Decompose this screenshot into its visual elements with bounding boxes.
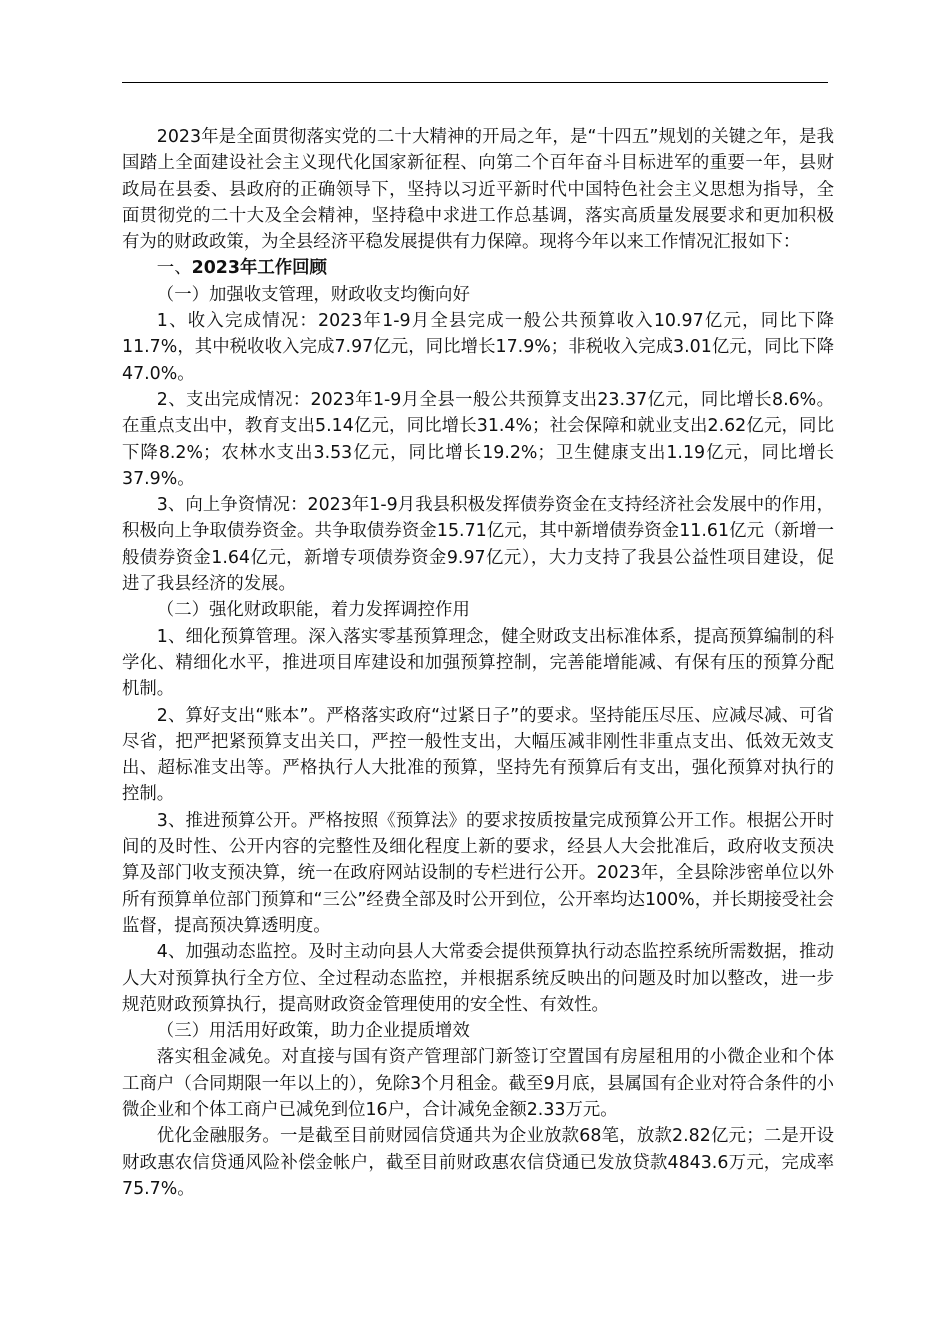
paragraph-revenue: 1、收入完成情况：2023年1-9月全县完成一般公共预算收入10.97亿元，同比下降11.7%，其中税收收入完成7.97亿元，同比增长17.9%；非税收入完成3.01亿元，同比下降47.0%。 bbox=[122, 311, 834, 384]
paragraph-expenditure: 2、支出完成情况：2023年1-9月全县一般公共预算支出23.37亿元，同比增长8.6%。在重点支出中，教育支出5.14亿元，同比增长31.4%；社会保障和就业支出2.62亿元，同比下降8.2%；农林水支出3.53亿元，同比增长19.2%；卫生健康支出1.19亿元，同比增长37.9%。 bbox=[122, 389, 834, 489]
subsection-heading-3: （三）用活用好政策，助力企业提质增效 bbox=[156, 1021, 470, 1042]
paragraph-rent-relief: 落实租金减免。对直接与国有资产管理部门新签订空置国有房屋租用的小微企业和个体工商户（合同期限一年以上的），免除3个月租金。截至9月底，县属国有企业对符合条件的小微企业和个体工商户已减免到位16户，合计减免金额2.33万元。 bbox=[122, 1047, 834, 1120]
paragraph-spending-ledger: 2、算好支出“账本”。严格落实政府“过紧日子”的要求。坚持能压尽压、应减尽减、可省尽省，把严把紧预算支出关口，严控一般性支出，大幅压减非刚性非重点支出、低效无效支出、超标准支出等。严格执行人大批准的预算，坚持先有预算后有支出，强化预算对执行的控制。 bbox=[122, 705, 834, 805]
section-heading-1 bbox=[122, 255, 834, 281]
document-body bbox=[122, 124, 834, 1202]
subsection-heading-1: （一）加强收支管理，财政收支均衡向好 bbox=[156, 284, 470, 305]
subsection-heading-2: （二）强化财政职能，着力发挥调控作用 bbox=[156, 600, 470, 621]
paragraph-budget-disclosure: 3、推进预算公开。严格按照《预算法》的要求按质按量完成预算公开工作。根据公开时间的及时性、公开内容的完整性及细化程度上新的要求，经县人大会批准后，政府收支预决算及部门收支预决算，统一在政府网站设制的专栏进行公开。2023年，全县除涉密单位以外所有预算单位部门预算和“三公”经费全部及时公开到位，公开率均达100%，并长期接受社会监督，提高预决算透明度。 bbox=[122, 810, 834, 936]
header-rule bbox=[122, 82, 828, 83]
paragraph-budget-management: 1、细化预算管理。深入落实零基预算理念，健全财政支出标准体系，提高预算编制的科学化、精细化水平，推进项目库建设和加强预算控制，完善能增能减、有保有压的预算分配机制。 bbox=[122, 626, 834, 700]
intro-paragraph: 2023年是全面贯彻落实党的二十大精神的开局之年，是“十四五”规划的关键之年，是我国踏上全面建设社会主义现代化国家新征程、向第二个百年奋斗目标进军的重要一年，县财政局在县委、县政府的正确领导下，坚持以习近平新时代中国特色社会主义思想为指导，全面贯彻党的二十大及全会精神，坚持稳中求进工作总基调，落实高质量发展要求和更加积极有为的财政政策，为全县经济平稳发展提供有力保障。现将今年以来工作情况汇报如下： bbox=[122, 127, 834, 253]
section-heading-1-title: 2023年工作回顾 bbox=[191, 258, 327, 279]
section-heading-1-prefix: 一、 bbox=[156, 258, 192, 279]
paragraph-dynamic-monitoring: 4、加强动态监控。及时主动向县人大常委会提供预算执行动态监控系统所需数据，推动人大对预算执行全方位、全过程动态监控，并根据系统反映出的问题及时加以整改，进一步规范财政预算执行，提高财政资金管理使用的安全性、有效性。 bbox=[122, 942, 834, 1015]
paragraph-bond-funds: 3、向上争资情况：2023年1-9月我县积极发挥债券资金在支持经济社会发展中的作用，积极向上争取债券资金。共争取债券资金15.71亿元，其中新增债券资金11.61亿元（新增一般债券资金1.64亿元，新增专项债券资金9.97亿元），大力支持了我县公益性项目建设，促进了我县经济的发展。 bbox=[122, 495, 834, 595]
paragraph-financial-services: 优化金融服务。一是截至目前财园信贷通共为企业放款68笔，放款2.82亿元；二是开设财政惠农信贷通风险补偿金帐户，截至目前财政惠农信贷通已发放贷款4843.6万元，完成率75.7%。 bbox=[122, 1126, 834, 1199]
